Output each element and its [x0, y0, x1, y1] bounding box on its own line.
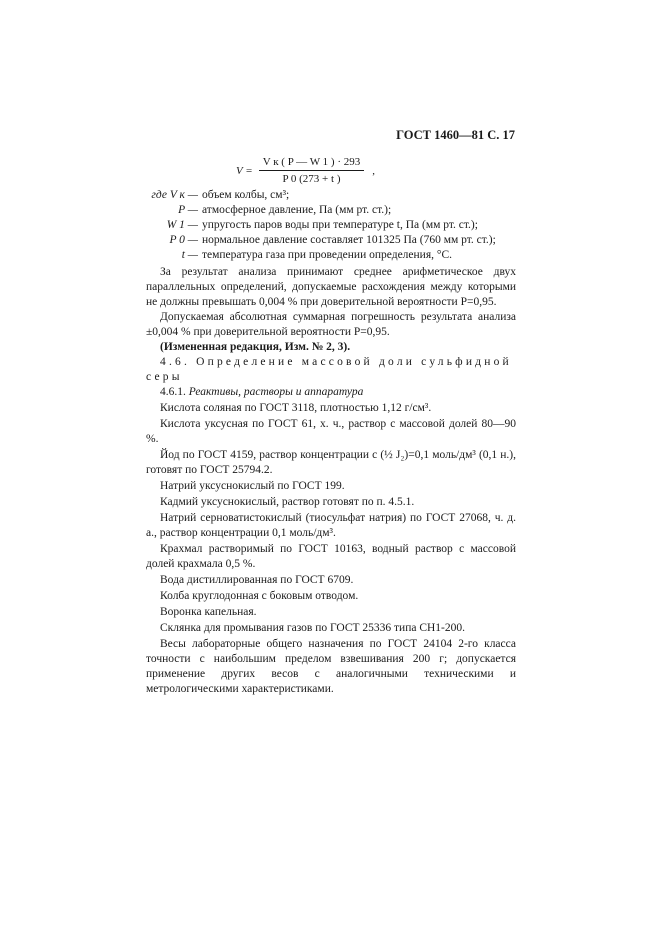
list-item: Натрий серноватистокислый (тиосульфат натрия) по ГОСТ 27068, ч. д. а., раствор концентрации 0,1 моль/дм³. [146, 512, 516, 539]
formula-denominator: P 0 (273 + t ) [282, 173, 341, 185]
list-item: Кислота соляная по ГОСТ 3118, плотностью 1,12 г/см³. [160, 402, 432, 414]
definition-symbol: где V к — [151, 189, 198, 201]
revision-note: (Измененная редакция, Изм. № 2, 3). [160, 341, 351, 353]
page-header: ГОСТ 1460—81 С. 17 [396, 128, 515, 142]
definition-symbol: t — [181, 249, 198, 261]
definition-text: упругость паров воды при температуре t, Па (мм рт. ст.); [202, 219, 478, 231]
list-item: Весы лабораторные общего назначения по ГОСТ 24104 2-го класса точности с наибольшим пределом взвешивания 200 г; допускается применение других весов с аналогичными техническими и метрологическими характеристиками. [146, 638, 516, 695]
list-item: Воронка капельная. [160, 606, 257, 618]
definition-text: нормальное давление составляет 101325 Па (760 мм рт. ст.); [202, 234, 496, 246]
subsection-heading [146, 385, 516, 400]
definition-row [146, 188, 516, 203]
list-item: Йод по ГОСТ 4159, раствор концентрации с (½ J₂)=0,1 моль/дм³ (0,1 н.), готовят по ГОСТ 25794.2. [146, 449, 516, 476]
subsection-number: 4.6.1. [160, 386, 186, 398]
formula-lhs: V = [236, 164, 253, 177]
list-item: Крахмал растворимый по ГОСТ 10163, водный раствор с массовой долей крахмала 0,5 %. [146, 543, 516, 570]
definition-text: объем колбы, см³; [202, 189, 290, 201]
definition-row [146, 203, 516, 218]
subsection-title: Реактивы, растворы и аппаратура [188, 386, 364, 398]
definitions-list [146, 188, 516, 263]
error-paragraph: Допускаемая абсолютная суммарная погрешность результата анализа ±0,004 % при доверительной вероятности P=0,95. [146, 311, 516, 338]
formula-numerator: V к ( P — W 1 ) · 293 [259, 156, 365, 171]
list-item: Кислота уксусная по ГОСТ 61, х. ч., раствор с массовой долей 80—90 %. [146, 418, 516, 445]
definition-row [146, 248, 516, 263]
definition-row [146, 233, 516, 248]
list-item: Натрий уксуснокислый по ГОСТ 199. [160, 480, 345, 492]
list-item: Вода дистиллированная по ГОСТ 6709. [160, 574, 354, 586]
list-item: Кадмий уксуснокислый, раствор готовят по п. 4.5.1. [160, 496, 415, 508]
definition-text: атмосферное давление, Па (мм рт. ст.); [202, 204, 392, 216]
list-item: Колба круглодонная с боковым отводом. [160, 590, 359, 602]
formula-fraction [259, 156, 365, 185]
formula-comma: , [372, 164, 375, 177]
result-paragraph: За результат анализа принимают среднее арифметическое двух параллельных определений, допускаемые расхождения между которыми не должны превышать 0,004 % при доверительной вероятности P=0,95. [146, 266, 516, 308]
definition-row [146, 218, 516, 233]
definition-symbol: W 1 — [166, 219, 198, 231]
definition-symbol: P 0 — [169, 234, 198, 246]
definition-text: температура газа при проведении определения, °С. [202, 249, 453, 261]
definition-symbol: P — [178, 204, 198, 216]
gas-volume-formula [236, 156, 375, 185]
document-body [146, 188, 516, 697]
section-heading: 4.6. Определение массовой доли сульфидной серы [146, 356, 512, 383]
list-item: Склянка для промывания газов по ГОСТ 25336 типа СН1-200. [160, 622, 466, 634]
